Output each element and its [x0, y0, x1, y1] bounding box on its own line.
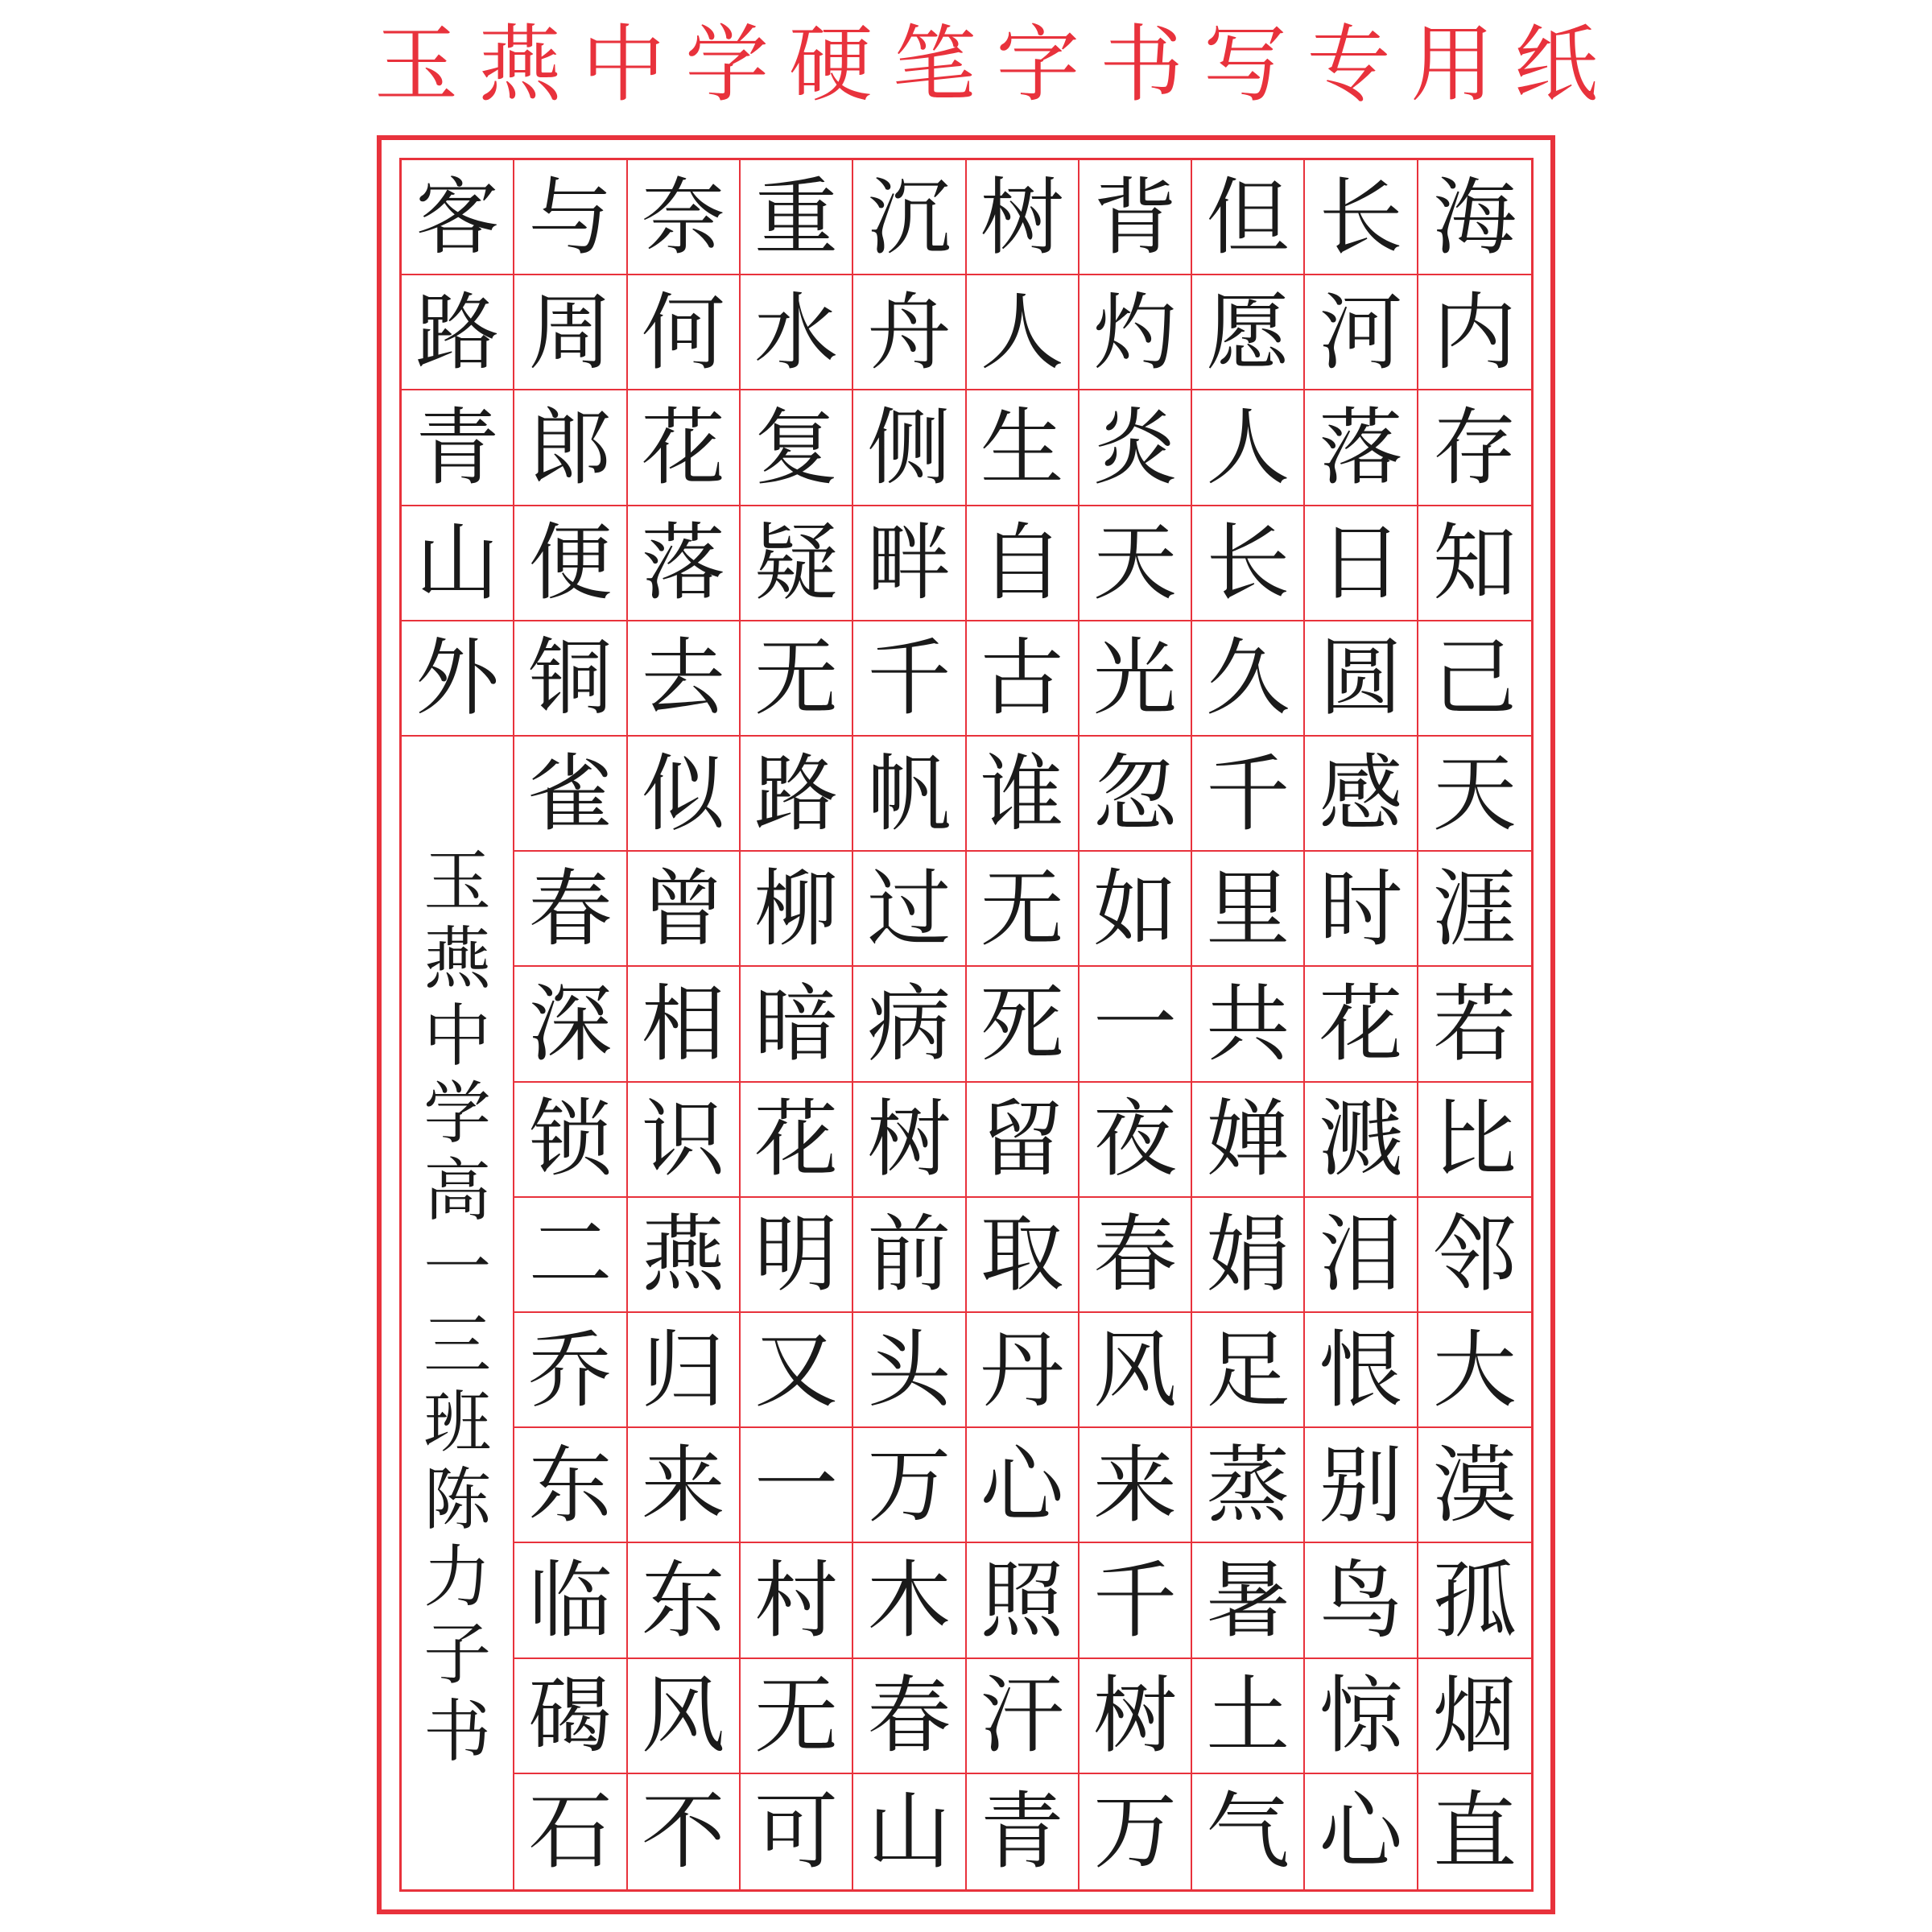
grid-cell: 日 [1305, 506, 1418, 621]
grid-cell: 头 [853, 1313, 966, 1428]
grid-cell: 古 [967, 621, 1080, 737]
grid-cell: 山 [402, 506, 514, 621]
signature-char: 子 [423, 1614, 492, 1694]
grid-cell: 暑 [1192, 1543, 1305, 1658]
grid-cell: 何 [628, 275, 741, 390]
grid-cell: 长 [1192, 506, 1305, 621]
grid-cell: 心 [967, 1428, 1080, 1543]
grid-cell: 畔 [853, 506, 966, 621]
grid-cell: 临 [514, 1543, 627, 1658]
page-title [374, 8, 1598, 121]
grid-cell: 泪 [1305, 1198, 1418, 1313]
grid-cell: 东 [628, 1543, 741, 1658]
grid-cell: 直 [1432, 1782, 1517, 1881]
grid-cell: 春 [1080, 1198, 1192, 1313]
grid-cell: 河 [1305, 275, 1418, 390]
title-char: 学 [685, 15, 770, 114]
grid-cell: 死 [967, 967, 1080, 1082]
grid-cell: 春 [514, 852, 627, 967]
grid-cell: 夜 [1080, 1083, 1192, 1198]
grid-cell: 长 [1305, 160, 1418, 275]
signature-column [402, 737, 514, 1889]
grid-cell: 自 [967, 506, 1080, 621]
grid-cell: 周 [514, 275, 627, 390]
title-char: 字 [996, 15, 1080, 114]
grid-cell: 树 [967, 160, 1080, 275]
grid-cell: 落 [1305, 390, 1418, 506]
grid-cell: 千 [853, 621, 966, 737]
title-char: 书 [1100, 15, 1184, 114]
grid-cell: 己 [1418, 621, 1531, 737]
grid-cell: 来 [628, 1428, 741, 1543]
signature-char: 班 [423, 1382, 492, 1462]
grid-cell: 又 [741, 1313, 853, 1428]
grid-cell: 曾 [628, 852, 741, 967]
grid-cell: 感 [1305, 737, 1418, 852]
grid-cell: 花 [628, 390, 741, 506]
grid-cell: 树 [853, 1083, 966, 1198]
grid-cell: 便 [514, 506, 627, 621]
grid-cell: 春 [853, 1659, 966, 1774]
signature-char: 中 [423, 996, 492, 1075]
grid-cell: 漠 [1418, 1428, 1531, 1543]
title-char: 用 [1410, 15, 1495, 114]
grid-cell: 无 [741, 621, 853, 737]
grid-cell: 丹 [967, 1313, 1080, 1428]
grid-cell: 客 [402, 160, 514, 275]
grid-cell: 如 [1080, 852, 1192, 967]
grid-cell: 心 [1305, 1774, 1418, 1889]
grid-cell: 无 [741, 1659, 853, 1774]
grid-cell: 乔 [514, 1313, 627, 1428]
grid-cell: 久 [1192, 621, 1305, 737]
grid-cell: 风 [628, 1659, 741, 1774]
signature-char: 三 [423, 1305, 492, 1385]
title-char: 中 [581, 15, 666, 114]
grid-cell: 与 [514, 160, 627, 275]
grid-cell: 疑 [741, 506, 853, 621]
grid-cell: 鸟 [1305, 1543, 1418, 1658]
grid-cell: 取 [967, 1198, 1080, 1313]
grid-cell: 帆 [853, 737, 966, 852]
grid-cell: 共 [1192, 967, 1305, 1082]
title-char: 专 [1307, 15, 1391, 114]
grid-cell: 时 [1305, 852, 1418, 967]
grid-cell: 似 [628, 737, 741, 852]
grid-cell: 树 [1080, 1659, 1192, 1774]
grid-cell: 若 [1418, 967, 1531, 1082]
grid-cell: 照 [967, 1543, 1080, 1658]
signature-char: 陈 [423, 1459, 492, 1539]
grid-cell: 蒸 [1192, 1428, 1305, 1543]
grid-cell: 归 [628, 1313, 741, 1428]
grid-cell: 东 [514, 1428, 627, 1543]
grid-cell: 暗 [741, 967, 853, 1082]
grid-cell: 谁 [967, 737, 1080, 852]
grid-cell: 生 [967, 390, 1080, 506]
grid-cell: 风 [1080, 1313, 1192, 1428]
grid-cell: 背 [1080, 160, 1192, 275]
grid-cell: 识 [628, 1083, 741, 1198]
grid-cell: 天 [1080, 506, 1192, 621]
grid-cell: 路 [402, 275, 514, 390]
grid-cell: 存 [1418, 390, 1531, 506]
grid-cell: 青 [402, 390, 514, 506]
grid-cell: 千 [1080, 1543, 1192, 1658]
signature-char: 书 [423, 1691, 492, 1771]
grid-cell: 但 [1192, 160, 1305, 275]
grid-cell: 万 [853, 1428, 966, 1543]
grid-cell: 婵 [1192, 1083, 1305, 1198]
grid-cell: 奈 [628, 160, 741, 275]
grid-cell: 深 [514, 967, 627, 1082]
grid-cell: 汗 [967, 1659, 1080, 1774]
grid-cell: 无 [967, 852, 1080, 967]
grid-cell: 娟 [1192, 1198, 1305, 1313]
grid-cell: 村 [741, 1543, 853, 1658]
grid-cell: 一 [1080, 967, 1192, 1082]
grid-cell: 柳 [741, 852, 853, 967]
grid-cell: 路 [741, 737, 853, 852]
grid-cell: 人 [1192, 390, 1305, 506]
grid-cell: 相 [628, 967, 741, 1082]
grid-cell: 过 [853, 852, 966, 967]
grid-cell: 天 [1418, 737, 1531, 852]
grid-cell: 烟 [1418, 1659, 1531, 1774]
grid-cell: 气 [1192, 1774, 1305, 1889]
grid-cell: 恨 [1305, 1313, 1418, 1428]
grid-cell: 外 [402, 621, 514, 737]
grid-cell: 光 [1080, 621, 1192, 737]
signature-char: 力 [423, 1537, 492, 1616]
grid-cell: 落 [628, 506, 741, 621]
grid-cell: 一 [741, 1428, 853, 1543]
signature-char: 燕 [423, 919, 492, 998]
signature-char: 学 [423, 1073, 492, 1153]
grid-cell: 别 [1305, 1428, 1418, 1543]
grid-cell: 涯 [1418, 852, 1531, 967]
grid-cell: 铜 [514, 621, 627, 737]
grid-cell: 花 [741, 1083, 853, 1198]
grid-cell: 病 [853, 967, 966, 1082]
grid-cell: 燕 [628, 1198, 741, 1313]
grid-cell: 大 [1418, 1313, 1531, 1428]
grid-cell: 惊 [1305, 1659, 1418, 1774]
title-char: 笔 [892, 15, 976, 114]
grid-cell: 足 [1192, 1313, 1305, 1428]
title-char: 纸 [1513, 15, 1598, 114]
grid-cell: 万 [1080, 1774, 1192, 1889]
signature-char: 高 [423, 1150, 492, 1230]
grid-cell: 水 [741, 275, 853, 390]
grid-cell: 不 [628, 1774, 741, 1889]
grid-cell: 圆 [1305, 621, 1418, 737]
signature-char: 玉 [423, 841, 492, 921]
grid-cell: 山 [853, 1774, 966, 1889]
grid-cell: 雀 [514, 737, 627, 852]
grid-cell: 灼 [1080, 275, 1192, 390]
grid-cell: 炎 [1080, 390, 1192, 506]
grid-cell: 里 [1192, 852, 1305, 967]
grid-cell: 碣 [514, 1659, 627, 1774]
grid-cell: 石 [514, 1774, 627, 1889]
grid-cell: 土 [1192, 1659, 1305, 1774]
grid-cell: 青 [967, 1774, 1080, 1889]
grid-cell: 二 [514, 1198, 627, 1313]
grid-cell: 沉 [853, 160, 966, 275]
title-char: 燕 [477, 15, 562, 114]
grid-cell: 孤 [1418, 1543, 1531, 1658]
grid-cell: 木 [853, 1543, 966, 1658]
grid-cell: 锁 [514, 1083, 627, 1198]
signature-char: 一 [423, 1228, 492, 1307]
grid-cell: 比 [1418, 1083, 1531, 1198]
grid-cell: 人 [967, 275, 1080, 390]
grid-cell: 侧 [853, 390, 966, 506]
grid-cell: 可 [741, 1774, 853, 1889]
title-char: 硬 [788, 15, 873, 114]
grid-cell: 邻 [1418, 1198, 1531, 1313]
grid-cell: 千 [1192, 737, 1305, 852]
grid-cell: 重 [741, 160, 853, 275]
grid-cell: 海 [1418, 160, 1531, 275]
title-char: 玉 [374, 15, 459, 114]
grid-cell: 知 [1418, 506, 1531, 621]
grid-cell: 前 [853, 1198, 966, 1313]
grid-cell: 溅 [1305, 1083, 1418, 1198]
grid-cell: 复 [741, 390, 853, 506]
grid-cell: 郎 [514, 390, 627, 506]
grid-cell: 忽 [1080, 737, 1192, 852]
title-char: 写 [1203, 15, 1287, 114]
writing-grid [399, 158, 1534, 1892]
grid-cell: 来 [1080, 1428, 1192, 1543]
grid-cell: 花 [1305, 967, 1418, 1082]
grid-cell: 舟 [853, 275, 966, 390]
grid-cell: 留 [967, 1083, 1080, 1198]
grid-cell: 去 [628, 621, 741, 737]
grid-cell: 愿 [1192, 275, 1305, 390]
grid-cell: 内 [1418, 275, 1531, 390]
grid-cell: 明 [741, 1198, 853, 1313]
